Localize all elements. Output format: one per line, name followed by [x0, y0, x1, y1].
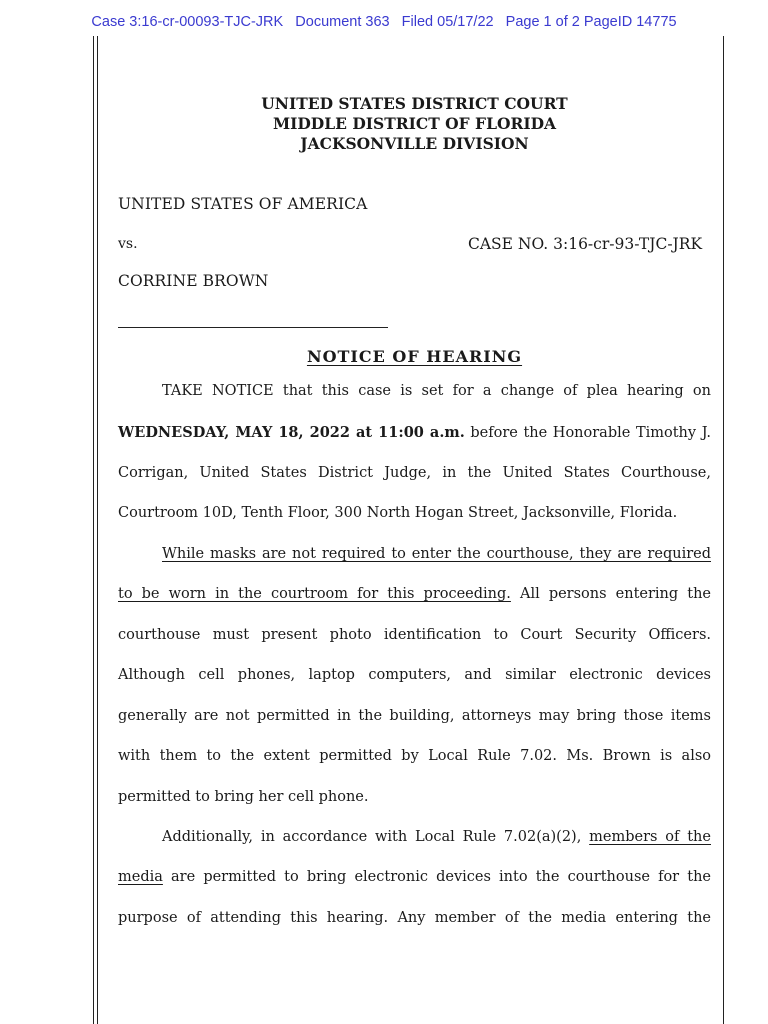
- hearing-datetime: WEDNESDAY, MAY 18, 2022 at 11:00 a.m.: [118, 424, 465, 441]
- para2-line1: [162, 546, 711, 570]
- para2-line6: with them to the extent permitted by Local Rule 7.02. Ms. Brown is also: [118, 748, 711, 764]
- plaintiff-name: UNITED STATES OF AMERICA: [118, 195, 368, 213]
- para1-line2: [118, 424, 711, 448]
- defendant-name: CORRINE BROWN: [118, 272, 269, 290]
- para2-line4: Although cell phones, laptop computers, and similar electronic devices: [118, 667, 711, 683]
- para2-line3: courthouse must present photo identification to Court Security Officers.: [118, 627, 711, 643]
- para1-line1: TAKE NOTICE that this case is set for a change of plea hearing on: [162, 383, 711, 399]
- para2-line5: generally are not permitted in the building, attorneys may bring those items: [118, 708, 711, 724]
- versus-label: vs.: [118, 236, 138, 252]
- media-underlined: members of the: [589, 829, 711, 845]
- document-title: NOTICE OF HEARING: [306, 347, 523, 366]
- court-heading: [118, 94, 711, 154]
- para3-line1-start: Additionally, in accordance with Local Rule 7.02(a)(2),: [162, 829, 590, 845]
- para1-line2-rest: before the Honorable Timothy J.: [464, 425, 711, 441]
- media-underlined-cont: media: [118, 869, 163, 885]
- division-name: JACKSONVILLE DIVISION: [300, 134, 529, 153]
- right-margin-rule: [723, 36, 724, 1024]
- para3-line3: purpose of attending this hearing. Any member of the media entering the: [118, 910, 711, 926]
- caption-divider: [118, 327, 388, 328]
- mask-notice-underlined-cont: to be worn in the courtroom for this proceeding.: [118, 586, 511, 602]
- para3-line1: [162, 829, 711, 853]
- para3-line2-rest: are permitted to bring electronic devices into the courthouse for the: [162, 869, 711, 885]
- para1-line3: Corrigan, United States District Judge, in the United States Courthouse,: [118, 465, 711, 481]
- para2-line7: permitted to bring her cell phone.: [118, 789, 369, 805]
- mask-notice-underlined: While masks are not required to enter the courthouse, they are required: [162, 546, 711, 562]
- para3-line2: [118, 869, 711, 893]
- para1-line4: Courtroom 10D, Tenth Floor, 300 North Hogan Street, Jacksonville, Florida.: [118, 505, 678, 521]
- case-number: CASE NO. 3:16-cr-93-TJC-JRK: [468, 235, 703, 253]
- para2-line2-rest: All persons entering the: [510, 586, 711, 602]
- left-margin-rule-inner: [97, 36, 98, 1024]
- ecf-filing-header: Case 3:16-cr-00093-TJC-JRK Document 363 Filed 05/17/22 Page 1 of 2 PageID 14775: [91, 14, 677, 30]
- para2-line2: [118, 586, 711, 610]
- district-name: MIDDLE DISTRICT OF FLORIDA: [272, 114, 557, 133]
- court-name: UNITED STATES DISTRICT COURT: [261, 94, 568, 113]
- left-margin-rule: [93, 36, 94, 1024]
